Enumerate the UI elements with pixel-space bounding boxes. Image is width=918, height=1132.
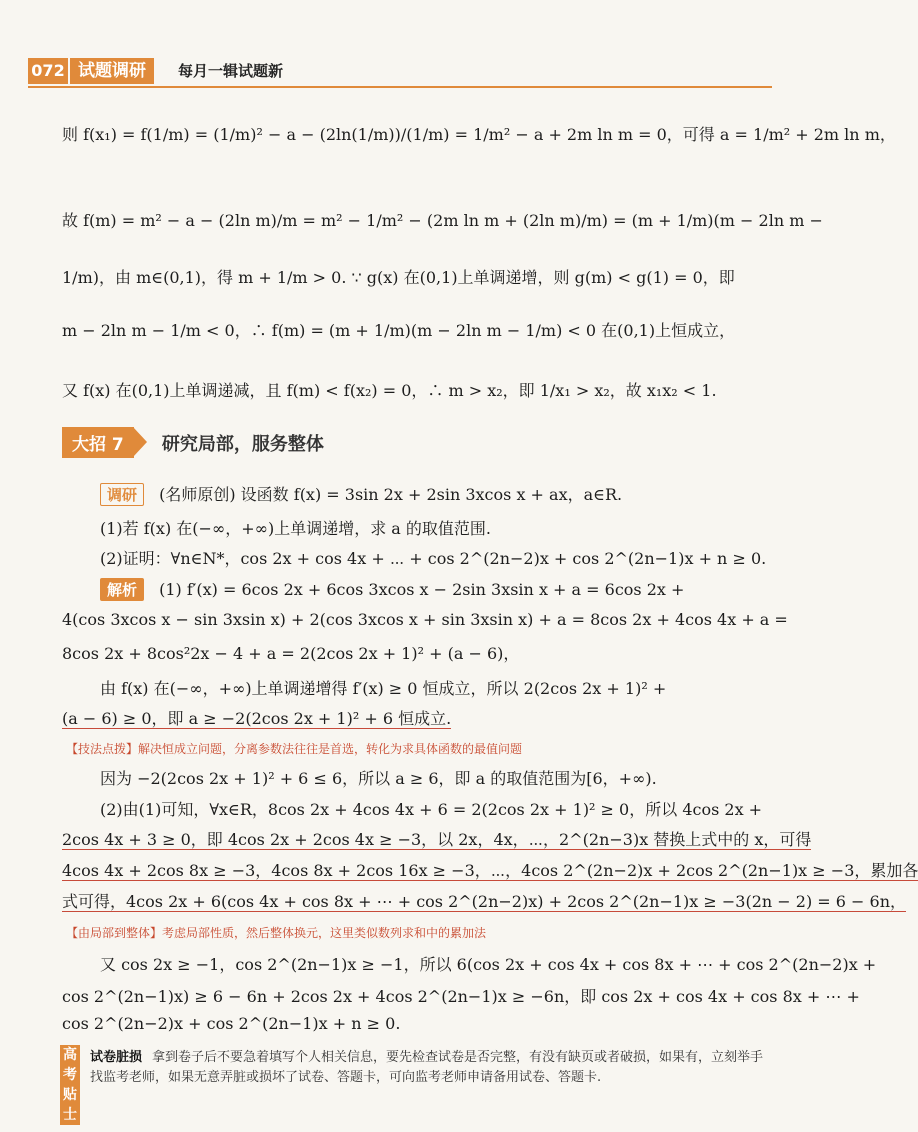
tag-research: 调研 xyxy=(100,483,144,506)
underlined-text: 式可得，4cos 2x + 6(cos 4x + cos 8x + ⋯ + cos 2^(2n−2)x) + 2cos 2^(2n−1)x ≥ −3(2n − 2) = 6 − 6n， xyxy=(62,892,907,911)
solution-line: 由 f(x) 在(−∞，+∞)上单调递增得 f′(x) ≥ 0 恒成立，所以 2(2cos 2x + 1)² + xyxy=(100,679,667,698)
problem-part2: (2)证明：∀n∈N*，cos 2x + cos 4x + ⋯ + cos 2^(2n−2)x + cos 2^(2n−1)x + n ≥ 0. xyxy=(100,549,767,568)
local-to-whole-hint: 【由局部到整体】考虑局部性质，然后整体换元，这里类似数列求和中的累加法 xyxy=(66,926,487,940)
solution-conclusion: 因为 −2(2cos 2x + 1)² + 6 ≤ 6，所以 a ≥ 6，即 a 的取值范围为[6，+∞). xyxy=(100,769,657,788)
solution-part2-line xyxy=(62,827,811,850)
solution-part2-line: (2)由(1)可知，∀x∈R，8cos 2x + 4cos 4x + 6 = 2(2cos 2x + 1)² ≥ 0，所以 4cos 2x + xyxy=(100,800,763,819)
dazhao-arrow-icon xyxy=(133,427,147,457)
exam-tips-tab: 高考贴士 xyxy=(60,1045,80,1125)
text-line: 1/m)，由 m∈(0,1)，得 m + 1/m > 0. ∵ g(x) 在(0,1)上单调递增，则 g(m) < g(1) = 0，即 xyxy=(62,268,735,287)
solution-part2-line xyxy=(62,858,918,881)
solution-first-line xyxy=(100,578,684,601)
underlined-text: (a − 6) ≥ 0，即 a ≥ −2(2cos 2x + 1)² + 6 恒成立. xyxy=(62,709,452,728)
dazhao-title: 研究局部，服务整体 xyxy=(161,434,324,455)
page-header xyxy=(28,56,772,86)
problem-statement: (名师原创) 设函数 f(x) = 3sin 2x + 2sin 3xcos x + ax，a∈R. xyxy=(159,485,623,504)
problem-statement-line xyxy=(100,482,622,506)
footer-tip xyxy=(90,1048,770,1088)
header-rule xyxy=(28,86,772,88)
section-label: 试题调研 xyxy=(70,58,154,84)
solution-line: 4(cos 3xcos x − sin 3xsin x) + 2(cos 3xcos x + sin 3xsin x) + a = 8cos 2x + 4cos 4x + a = xyxy=(62,610,788,629)
underlined-text: 4cos 4x + 2cos 8x ≥ −3，4cos 8x + 2cos 16x ≥ −3，⋯，4cos 2^(2n−2)x + 2cos 2^(2n−1)x ≥ −3，累加各 xyxy=(62,861,918,880)
text-line: 则 f(x₁) = f(1/m) = (1/m)² − a − (2ln(1/m))/(1/m) = 1/m² − a + 2m ln m = 0，可得 a = 1/m² + 2m ln m， xyxy=(62,125,896,144)
footer-title: 试卷脏损 xyxy=(90,1050,143,1065)
dazhao-banner xyxy=(62,427,324,458)
dazhao-badge: 大招 7 xyxy=(62,427,134,458)
text-line: 故 f(m) = m² − a − (2ln m)/m = m² − 1/m² − (2m ln m + (2ln m)/m) = (m + 1/m)(m − 2ln m − xyxy=(62,211,823,230)
page-number: 072 xyxy=(28,58,68,84)
text-line: m − 2ln m − 1/m < 0，∴ f(m) = (m + 1/m)(m − 2ln m − 1/m) < 0 在(0,1)上恒成立， xyxy=(62,321,736,340)
header-subtitle: 每月一辑试题新 xyxy=(178,62,284,80)
final-line: cos 2^(2n−2)x + cos 2^(2n−1)x + n ≥ 0. xyxy=(62,1014,401,1033)
technique-hint: 【技法点拨】解决恒成立问题，分离参数法往往是首选，转化为求具体函数的最值问题 xyxy=(66,742,523,756)
final-line: cos 2^(2n−1)x) ≥ 6 − 6n + 2cos 2x + 4cos 2^(2n−1)x ≥ −6n，即 cos 2x + cos 4x + cos 8x + ⋯ + xyxy=(62,987,860,1006)
problem-part1: (1)若 f(x) 在(−∞，+∞)上单调递增，求 a 的取值范围. xyxy=(100,519,492,538)
solution-line xyxy=(62,706,451,729)
solution-part2-line xyxy=(62,889,906,912)
underlined-text: 2cos 4x + 3 ≥ 0，即 4cos 2x + 2cos 4x ≥ −3，以 2x，4x，⋯，2^(2n−3)x 替换上式中的 x，可得 xyxy=(62,830,812,849)
solution-line: (1) f′(x) = 6cos 2x + 6cos 3xcos x − 2sin 3xsin x + a = 6cos 2x + xyxy=(159,580,685,599)
final-line: 又 cos 2x ≥ −1，cos 2^(2n−1)x ≥ −1，所以 6(cos 2x + cos 4x + cos 8x + ⋯ + cos 2^(2n−2)x + xyxy=(100,955,877,974)
footer-text: 拿到卷子后不要急着填写个人相关信息，要先检查试卷是否完整，有没有缺页或者破损，如果有，立刻举手找监考老师，如果无意弄脏或损坏了试卷、答题卡，可向监考老师申请备用试卷、答题卡. xyxy=(90,1050,764,1085)
tag-solution: 解析 xyxy=(100,578,144,601)
text-line: 又 f(x) 在(0,1)上单调递减，且 f(m) < f(x₂) = 0，∴ m > x₂，即 1/x₁ > x₂，故 x₁x₂ < 1. xyxy=(62,381,717,400)
solution-line: 8cos 2x + 8cos²2x − 4 + a = 2(2cos 2x + 1)² + (a − 6)， xyxy=(62,644,520,663)
